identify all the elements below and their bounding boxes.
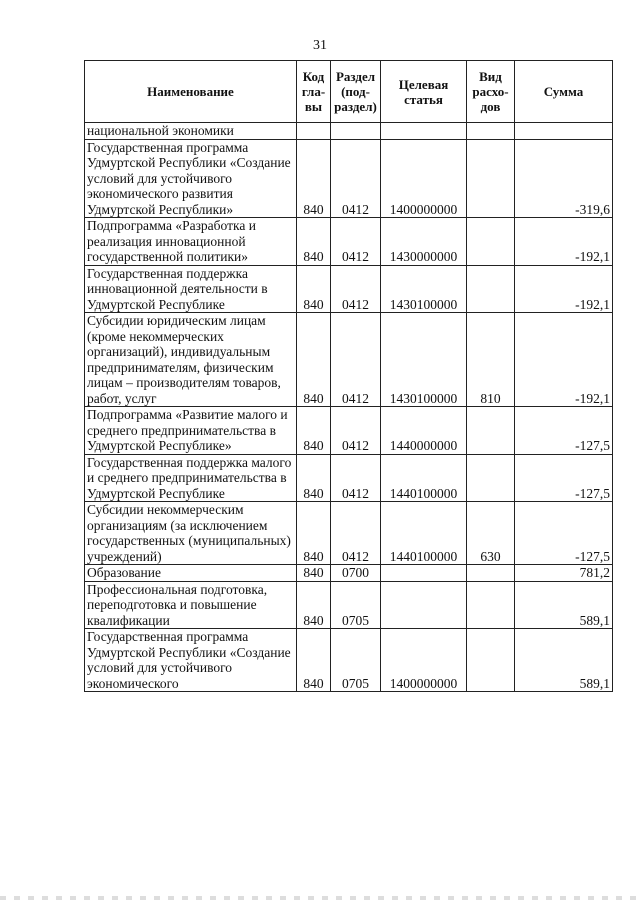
row-expense (467, 407, 515, 455)
row-chapter: 840 (297, 502, 331, 565)
row-sum: -319,6 (515, 139, 613, 218)
row-section: 0412 (331, 313, 381, 407)
row-name: национальной экономики (85, 123, 297, 140)
row-section: 0412 (331, 502, 381, 565)
row-section: 0412 (331, 139, 381, 218)
row-target: 1400000000 (381, 629, 467, 692)
row-name: Подпрограмма «Разработка и реализация инновационной государственной политики» (85, 218, 297, 266)
row-target (381, 123, 467, 140)
table-row (85, 139, 613, 218)
row-target: 1440100000 (381, 454, 467, 502)
row-target: 1430100000 (381, 313, 467, 407)
row-target: 1430100000 (381, 265, 467, 313)
row-sum: -192,1 (515, 265, 613, 313)
row-expense (467, 218, 515, 266)
budget-table (84, 60, 613, 692)
row-sum: -192,1 (515, 218, 613, 266)
header-sum: Сумма (515, 61, 613, 123)
row-target: 1440100000 (381, 502, 467, 565)
row-expense (467, 581, 515, 629)
row-section: 0412 (331, 265, 381, 313)
row-expense (467, 123, 515, 140)
row-expense (467, 139, 515, 218)
row-sum: -127,5 (515, 502, 613, 565)
table-row (85, 454, 613, 502)
row-name: Профессиональная подготовка, переподготовка и повышение квалификации (85, 581, 297, 629)
row-sum (515, 123, 613, 140)
row-sum: -127,5 (515, 407, 613, 455)
row-target: 1430000000 (381, 218, 467, 266)
row-expense: 630 (467, 502, 515, 565)
row-expense: 810 (467, 313, 515, 407)
row-section (331, 123, 381, 140)
table-row (85, 123, 613, 140)
row-section: 0412 (331, 454, 381, 502)
row-chapter: 840 (297, 265, 331, 313)
table-row (85, 218, 613, 266)
table-row (85, 502, 613, 565)
row-section: 0705 (331, 629, 381, 692)
table-header-row (85, 61, 613, 123)
row-expense (467, 265, 515, 313)
row-sum: -192,1 (515, 313, 613, 407)
row-name: Государственная поддержка инновационной деятельности в Удмуртской Республике (85, 265, 297, 313)
row-sum: 589,1 (515, 629, 613, 692)
row-chapter: 840 (297, 629, 331, 692)
row-sum: -127,5 (515, 454, 613, 502)
row-section: 0700 (331, 565, 381, 582)
row-name: Подпрограмма «Развитие малого и среднего предпринимательства в Удмуртской Республике» (85, 407, 297, 455)
page-number: 31 (313, 38, 327, 53)
row-name: Государственная поддержка малого и среднего предпринимательства в Удмуртской Республике (85, 454, 297, 502)
row-chapter: 840 (297, 454, 331, 502)
row-chapter: 840 (297, 581, 331, 629)
row-target: 1400000000 (381, 139, 467, 218)
row-name: Образование (85, 565, 297, 582)
header-expense: Вид расхо-дов (467, 61, 515, 123)
row-expense (467, 454, 515, 502)
row-name: Государственная программа Удмуртской Республики «Создание условий для устойчивого экономического (85, 629, 297, 692)
row-target (381, 581, 467, 629)
table-row (85, 629, 613, 692)
header-name: Наименование (85, 61, 297, 123)
table-row (85, 265, 613, 313)
row-target (381, 565, 467, 582)
row-section: 0412 (331, 407, 381, 455)
row-target: 1440000000 (381, 407, 467, 455)
header-chapter: Код гла-вы (297, 61, 331, 123)
table-row (85, 581, 613, 629)
row-name: Государственная программа Удмуртской Республики «Создание условий для устойчивого экономического развития Удмуртской Республики» (85, 139, 297, 218)
row-expense (467, 629, 515, 692)
header-section: Раздел (под-раздел) (331, 61, 381, 123)
row-expense (467, 565, 515, 582)
row-chapter (297, 123, 331, 140)
row-chapter: 840 (297, 313, 331, 407)
row-sum: 589,1 (515, 581, 613, 629)
table-row (85, 313, 613, 407)
row-name: Субсидии некоммерческим организациям (за исключением государственных (муниципальных) учреждений) (85, 502, 297, 565)
header-target: Целевая статья (381, 61, 467, 123)
table-row (85, 407, 613, 455)
scan-edge-artifact (0, 896, 640, 900)
row-chapter: 840 (297, 218, 331, 266)
row-chapter: 840 (297, 139, 331, 218)
table-row (85, 565, 613, 582)
row-sum: 781,2 (515, 565, 613, 582)
row-section: 0705 (331, 581, 381, 629)
row-chapter: 840 (297, 407, 331, 455)
row-name: Субсидии юридическим лицам (кроме некоммерческих организаций), индивидуальным предпринимателям, физическим лицам – производителям товаров, работ, услуг (85, 313, 297, 407)
row-chapter: 840 (297, 565, 331, 582)
row-section: 0412 (331, 218, 381, 266)
